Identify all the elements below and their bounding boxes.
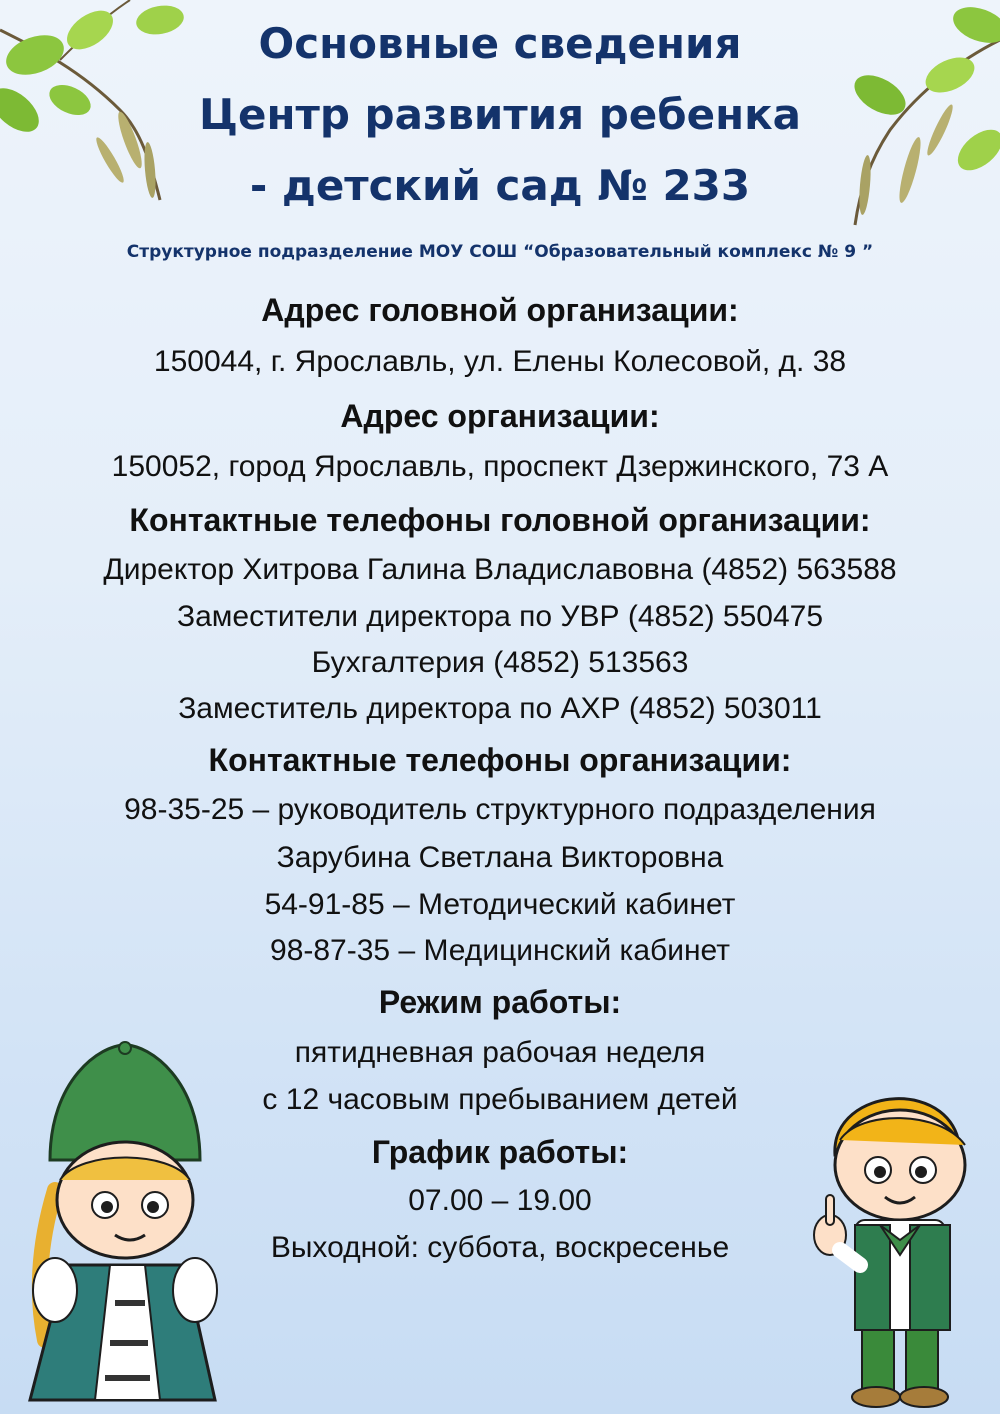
org-phones-heading: Контактные телефоны организации: (208, 742, 792, 778)
org-address-value: 150052, город Ярославль, проспект Дзержинского, 73 А (111, 450, 889, 483)
org-address-heading: Адрес организации: (340, 398, 660, 434)
title-line-2: Центр развития ребенка (199, 90, 801, 139)
schedule-line: 07.00 – 19.00 (408, 1184, 592, 1217)
title-line-3: - детский сад № 233 (249, 161, 751, 210)
work-mode-line: пятидневная рабочая неделя (294, 1036, 706, 1069)
head-address-value: 150044, г. Ярославль, ул. Елены Колесовой, д. 38 (153, 345, 847, 378)
head-phone-line: Заместители директора по УВР (4852) 550475 (176, 600, 824, 633)
head-phone-line: Директор Хитрова Галина Владиславовна (4852) 563588 (103, 553, 897, 586)
work-mode-heading: Режим работы: (378, 984, 622, 1020)
org-phone-line: 98-87-35 – Медицинский кабинет (270, 934, 730, 967)
page-title (0, 8, 1000, 221)
subtitle: Структурное подразделение МОУ СОШ “Образовательный комплекс № 9 ” (126, 242, 874, 262)
work-mode-line: с 12 часовым пребыванием детей (262, 1083, 738, 1116)
org-phone-line: 54-91-85 – Методический кабинет (264, 888, 736, 921)
head-phone-line: Заместитель директора по АХР (4852) 503011 (178, 692, 822, 725)
girl-illustration (10, 1040, 225, 1410)
head-phone-line: Бухгалтерия (4852) 513563 (311, 646, 689, 679)
head-phones-heading: Контактные телефоны головной организации: (129, 502, 871, 538)
schedule-heading: График работы: (371, 1134, 629, 1170)
title-line-1: Основные сведения (258, 19, 742, 68)
org-phone-line: Зарубина Светлана Викторовна (276, 841, 724, 874)
head-address-heading: Адрес головной организации: (261, 292, 739, 328)
boy-illustration (800, 1065, 990, 1410)
org-phone-line: 98-35-25 – руководитель структурного подразделения (124, 793, 876, 826)
schedule-line: Выходной: суббота, воскресенье (270, 1231, 730, 1264)
